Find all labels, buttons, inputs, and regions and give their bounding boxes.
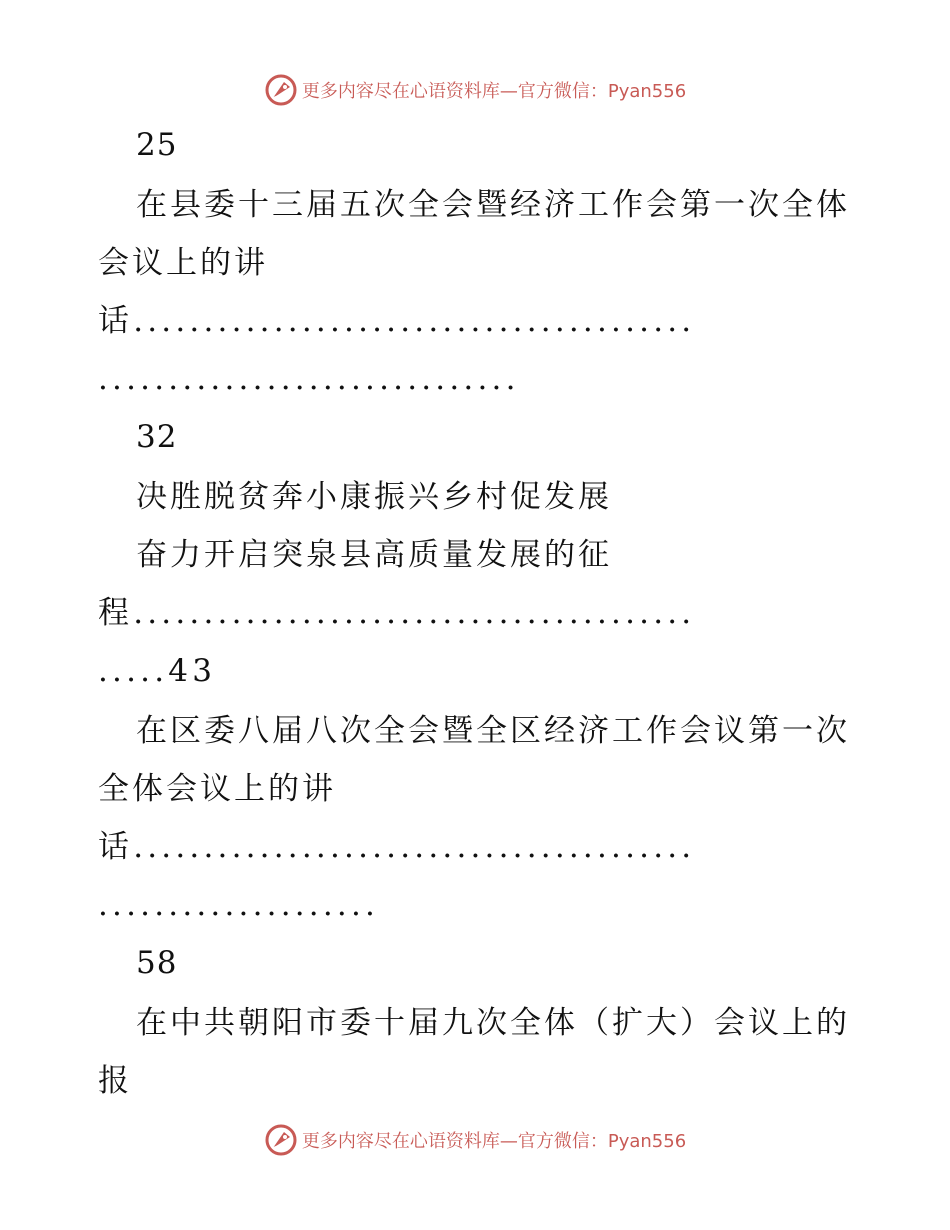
toc-leader-line: .................... <box>98 887 380 923</box>
footer-watermark <box>0 1120 950 1160</box>
toc-entry-title: 在县委十三届五次全会暨经济工作会第一次全体 <box>136 187 850 223</box>
toc-page-number: 25 <box>136 127 178 163</box>
toc-entry-title-continued: 会议上的讲 <box>98 245 268 281</box>
pen-nib-logo-icon <box>264 73 298 107</box>
toc-entry-title: 在中共朝阳市委十届九次全体（扩大）会议上的 <box>136 1005 850 1041</box>
watermark-text: 更多内容尽在心语资料库—官方微信：Pyan556 <box>301 81 687 102</box>
toc-leader-line: .............................. <box>98 361 520 397</box>
toc-page-number: 32 <box>136 419 178 455</box>
header-watermark <box>0 70 950 110</box>
toc-page-number: 58 <box>136 945 178 981</box>
toc-leader-line: 话........................................ <box>98 303 696 339</box>
toc-leader-line: 话........................................ <box>98 829 696 865</box>
toc-leader-line: 程........................................ <box>98 595 696 631</box>
toc-entry-title: 在区委八届八次全会暨全区经济工作会议第一次 <box>136 713 850 749</box>
toc-entry-title-continued: 奋力开启突泉县高质量发展的征 <box>136 537 612 573</box>
toc-entry-title-continued: 报 <box>98 1063 132 1099</box>
pen-nib-logo-icon <box>264 1123 298 1157</box>
toc-entry-title: 决胜脱贫奔小康振兴乡村促发展 <box>136 479 612 515</box>
toc-entry-title-continued: 全体会议上的讲 <box>98 771 336 807</box>
toc-leader-line-with-page-number: .....43 <box>98 653 217 689</box>
watermark-text: 更多内容尽在心语资料库—官方微信：Pyan556 <box>301 1131 687 1152</box>
